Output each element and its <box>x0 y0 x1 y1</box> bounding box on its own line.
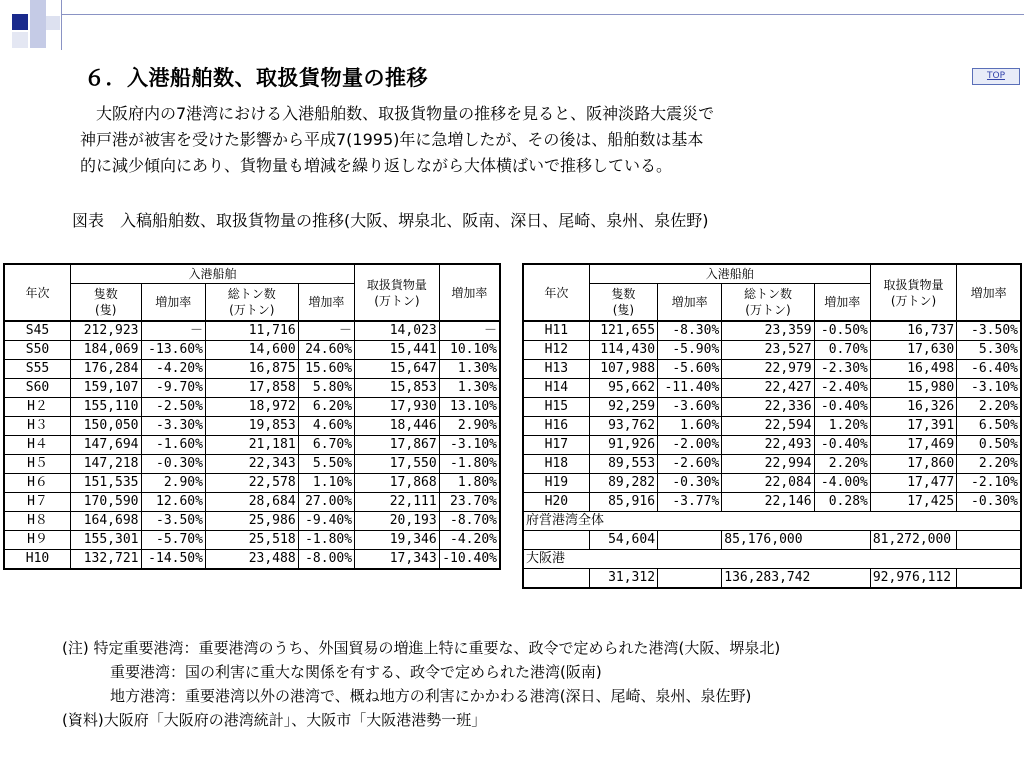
count-cell: 164,698 <box>70 512 141 531</box>
intro-paragraph <box>80 101 950 179</box>
count-rate-cell: -3.50% <box>141 512 205 531</box>
intro-line-1: 大阪府内の7港湾における入港船舶数、取扱貨物量の推移を見ると、阪神淡路大震災で <box>96 104 715 123</box>
tonnage-rate-header: 増加率 <box>814 284 870 322</box>
cargo-rate-cell: 6.50% <box>957 417 1021 436</box>
table-row <box>523 379 1021 398</box>
count-cell: 159,107 <box>70 379 141 398</box>
count-cell: 212,923 <box>70 321 141 341</box>
intro-line-2: 神戸港が被害を受けた影響から平成7(1995)年に急増したが、その後は、船舶数は基本 <box>80 130 704 149</box>
statistics-table-left <box>3 263 501 570</box>
count-cell: 155,301 <box>70 531 141 550</box>
tonnage-rate-cell: -4.00% <box>814 474 870 493</box>
blank-cell <box>957 569 1021 589</box>
count-cell: 121,655 <box>589 321 657 341</box>
header-rule <box>62 14 1024 15</box>
blank-cell <box>523 569 589 589</box>
note-line-2: 重要港湾：国の利害に重大な関係を有する、政令で定められた港湾(阪南) <box>110 663 602 681</box>
cargo-rate-cell: -0.30% <box>957 493 1021 512</box>
tonnage-rate-cell: － <box>298 321 354 341</box>
year-cell: H13 <box>523 360 589 379</box>
ships-group-header: 入港船舶 <box>70 264 354 284</box>
year-cell: H９ <box>4 531 70 550</box>
cargo-cell: 17,469 <box>870 436 956 455</box>
table-row <box>4 474 500 493</box>
count-rate-cell: -8.30% <box>658 321 722 341</box>
count-rate-cell: -3.60% <box>658 398 722 417</box>
year-cell: H10 <box>4 550 70 570</box>
tonnage-cell: 25,986 <box>205 512 298 531</box>
count-rate-cell: － <box>141 321 205 341</box>
tonnage-cell: 85,176,000 <box>722 531 871 550</box>
source-line: (資料)大阪府「大阪府の港湾統計」、大阪市「大阪港港勢一班」 <box>62 711 487 729</box>
year-cell: H７ <box>4 493 70 512</box>
count-rate-cell: -3.77% <box>658 493 722 512</box>
tonnage-rate-cell: 5.50% <box>298 455 354 474</box>
year-cell: H11 <box>523 321 589 341</box>
count-rate-cell: -5.90% <box>658 341 722 360</box>
tonnage-rate-cell: 4.60% <box>298 417 354 436</box>
tonnage-cell: 22,084 <box>722 474 814 493</box>
blank-cell <box>658 569 722 589</box>
year-header: 年次 <box>523 264 589 321</box>
cargo-rate-cell: 1.80% <box>439 474 500 493</box>
tonnage-cell: 22,578 <box>205 474 298 493</box>
year-cell: H５ <box>4 455 70 474</box>
tonnage-rate-cell: -2.40% <box>814 379 870 398</box>
cargo-cell: 20,193 <box>355 512 440 531</box>
year-cell: H12 <box>523 341 589 360</box>
cargo-rate-cell: 10.10% <box>439 341 500 360</box>
tonnage-cell: 22,146 <box>722 493 814 512</box>
count-rate-cell: -13.60% <box>141 341 205 360</box>
count-rate-cell: 2.90% <box>141 474 205 493</box>
count-rate-cell: -4.20% <box>141 360 205 379</box>
tonnage-rate-cell: 24.60% <box>298 341 354 360</box>
table-row <box>523 455 1021 474</box>
cargo-cell: 15,853 <box>355 379 440 398</box>
top-link-button[interactable]: TOP <box>972 68 1020 85</box>
table-row <box>523 493 1021 512</box>
count-cell: 95,662 <box>589 379 657 398</box>
table-row <box>4 550 500 570</box>
year-cell: H18 <box>523 455 589 474</box>
tonnage-rate-cell: 6.20% <box>298 398 354 417</box>
count-rate-cell: -1.60% <box>141 436 205 455</box>
intro-line-3: 的に減少傾向にあり、貨物量も増減を繰り返しながら大体横ばいで推移している。 <box>80 156 673 175</box>
tonnage-rate-cell: -0.40% <box>814 436 870 455</box>
tonnage-cell: 23,527 <box>722 341 814 360</box>
tonnage-rate-cell: 0.70% <box>814 341 870 360</box>
cargo-cell: 17,477 <box>870 474 956 493</box>
count-rate-cell: 12.60% <box>141 493 205 512</box>
cargo-cell: 81,272,000 <box>870 531 956 550</box>
year-cell: H２ <box>4 398 70 417</box>
year-header: 年次 <box>4 264 70 321</box>
cargo-cell: 17,391 <box>870 417 956 436</box>
tonnage-cell: 22,427 <box>722 379 814 398</box>
blank-cell <box>523 531 589 550</box>
count-cell: 132,721 <box>70 550 141 570</box>
table-row <box>4 379 500 398</box>
count-cell: 107,988 <box>589 360 657 379</box>
table-row <box>4 455 500 474</box>
count-rate-cell: -2.00% <box>658 436 722 455</box>
section-total-row <box>523 531 1021 550</box>
tonnage-rate-cell: -9.40% <box>298 512 354 531</box>
cargo-rate-header: 増加率 <box>957 264 1021 321</box>
section-label-row <box>523 512 1021 531</box>
cargo-rate-cell: -8.70% <box>439 512 500 531</box>
cargo-rate-cell: -3.10% <box>957 379 1021 398</box>
cargo-cell: 16,498 <box>870 360 956 379</box>
table-row <box>523 398 1021 417</box>
page-title: ６．入港船舶数、取扱貨物量の推移 <box>84 66 428 90</box>
cargo-rate-header: 増加率 <box>439 264 500 321</box>
cargo-rate-cell: 5.30% <box>957 341 1021 360</box>
count-cell: 93,762 <box>589 417 657 436</box>
note-line-1: (注) 特定重要港湾：重要港湾のうち、外国貿易の増進上特に重要な、政令で定められた港湾(大阪、堺泉北) <box>62 639 781 657</box>
year-cell: S55 <box>4 360 70 379</box>
cargo-rate-cell: 1.30% <box>439 360 500 379</box>
tonnage-cell: 21,181 <box>205 436 298 455</box>
tonnage-rate-cell: 15.60% <box>298 360 354 379</box>
year-cell: S45 <box>4 321 70 341</box>
tonnage-cell: 18,972 <box>205 398 298 417</box>
count-cell: 151,535 <box>70 474 141 493</box>
year-cell: H３ <box>4 417 70 436</box>
tonnage-rate-cell: -1.80% <box>298 531 354 550</box>
corner-decoration <box>0 0 60 60</box>
tonnage-cell: 22,493 <box>722 436 814 455</box>
count-rate-cell: -5.60% <box>658 360 722 379</box>
section-label: 府営港湾全体 <box>523 512 1021 531</box>
tonnage-rate-cell: -8.00% <box>298 550 354 570</box>
cargo-cell: 17,343 <box>355 550 440 570</box>
tonnage-cell: 22,594 <box>722 417 814 436</box>
count-cell: 91,926 <box>589 436 657 455</box>
section-total-row <box>523 569 1021 589</box>
cargo-cell: 14,023 <box>355 321 440 341</box>
table-row <box>523 321 1021 341</box>
table-row <box>523 474 1021 493</box>
statistics-table-right <box>522 263 1022 589</box>
count-rate-cell: -2.50% <box>141 398 205 417</box>
count-cell: 89,282 <box>589 474 657 493</box>
cargo-cell: 17,860 <box>870 455 956 474</box>
tonnage-cell: 22,336 <box>722 398 814 417</box>
cargo-rate-cell: -2.10% <box>957 474 1021 493</box>
cargo-cell: 17,550 <box>355 455 440 474</box>
tonnage-cell: 22,979 <box>722 360 814 379</box>
count-cell: 176,284 <box>70 360 141 379</box>
tonnage-cell: 11,716 <box>205 321 298 341</box>
section-label: 大阪港 <box>523 550 1021 569</box>
count-header: 隻数 (隻) <box>589 284 657 322</box>
table-row <box>523 341 1021 360</box>
cargo-cell: 16,737 <box>870 321 956 341</box>
cargo-cell: 19,346 <box>355 531 440 550</box>
count-rate-cell: 1.60% <box>658 417 722 436</box>
cargo-cell: 15,647 <box>355 360 440 379</box>
tonnage-rate-cell: -0.50% <box>814 321 870 341</box>
count-header: 隻数 (隻) <box>70 284 141 322</box>
tonnage-cell: 28,684 <box>205 493 298 512</box>
count-cell: 31,312 <box>589 569 657 589</box>
cargo-cell: 17,630 <box>870 341 956 360</box>
count-rate-header: 増加率 <box>658 284 722 322</box>
count-cell: 170,590 <box>70 493 141 512</box>
note-line-3: 地方港湾：重要港湾以外の港湾で、概ね地方の利害にかかわる港湾(深日、尾崎、泉州、泉佐野) <box>110 687 752 705</box>
tonnage-rate-cell: 5.80% <box>298 379 354 398</box>
tonnage-cell: 22,343 <box>205 455 298 474</box>
table-row <box>4 321 500 341</box>
count-rate-cell: -5.70% <box>141 531 205 550</box>
count-cell: 147,218 <box>70 455 141 474</box>
blank-cell <box>957 531 1021 550</box>
header-rule-vertical <box>61 0 62 50</box>
table-row <box>4 493 500 512</box>
count-rate-cell: -0.30% <box>658 474 722 493</box>
cargo-rate-cell: -10.40% <box>439 550 500 570</box>
section-label-row <box>523 550 1021 569</box>
year-cell: H16 <box>523 417 589 436</box>
tonnage-cell: 23,359 <box>722 321 814 341</box>
table-row <box>523 417 1021 436</box>
cargo-rate-cell: 23.70% <box>439 493 500 512</box>
year-cell: H14 <box>523 379 589 398</box>
cargo-cell: 15,980 <box>870 379 956 398</box>
tonnage-cell: 23,488 <box>205 550 298 570</box>
year-cell: H４ <box>4 436 70 455</box>
table-row <box>4 360 500 379</box>
cargo-header: 取扱貨物量 (万トン) <box>870 264 956 321</box>
count-cell: 155,110 <box>70 398 141 417</box>
cargo-rate-cell: -4.20% <box>439 531 500 550</box>
cargo-rate-cell: 2.20% <box>957 455 1021 474</box>
tonnage-rate-cell: -2.30% <box>814 360 870 379</box>
cargo-cell: 17,867 <box>355 436 440 455</box>
tonnage-rate-cell: 1.10% <box>298 474 354 493</box>
year-cell: H20 <box>523 493 589 512</box>
table-row <box>523 436 1021 455</box>
tonnage-rate-cell: 27.00% <box>298 493 354 512</box>
year-cell: H19 <box>523 474 589 493</box>
count-rate-cell: -9.70% <box>141 379 205 398</box>
table-row <box>4 531 500 550</box>
cargo-cell: 17,930 <box>355 398 440 417</box>
cargo-cell: 17,868 <box>355 474 440 493</box>
cargo-rate-cell: － <box>439 321 500 341</box>
cargo-cell: 92,976,112 <box>870 569 956 589</box>
year-cell: H６ <box>4 474 70 493</box>
cargo-header: 取扱貨物量 (万トン) <box>355 264 440 321</box>
cargo-rate-cell: -3.10% <box>439 436 500 455</box>
tonnage-rate-cell: 2.20% <box>814 455 870 474</box>
tonnage-rate-header: 増加率 <box>298 284 354 322</box>
cargo-rate-cell: -1.80% <box>439 455 500 474</box>
tonnage-cell: 17,858 <box>205 379 298 398</box>
year-cell: S50 <box>4 341 70 360</box>
cargo-rate-cell: 2.20% <box>957 398 1021 417</box>
count-cell: 92,259 <box>589 398 657 417</box>
tonnage-cell: 14,600 <box>205 341 298 360</box>
tonnage-rate-cell: -0.40% <box>814 398 870 417</box>
count-cell: 150,050 <box>70 417 141 436</box>
cargo-cell: 18,446 <box>355 417 440 436</box>
tonnage-cell: 25,518 <box>205 531 298 550</box>
count-rate-cell: -3.30% <box>141 417 205 436</box>
count-cell: 85,916 <box>589 493 657 512</box>
ships-group-header: 入港船舶 <box>589 264 870 284</box>
tonnage-rate-cell: 6.70% <box>298 436 354 455</box>
tonnage-cell: 19,853 <box>205 417 298 436</box>
count-rate-cell: -0.30% <box>141 455 205 474</box>
tonnage-cell: 136,283,742 <box>722 569 871 589</box>
tonnage-cell: 22,994 <box>722 455 814 474</box>
tonnage-cell: 16,875 <box>205 360 298 379</box>
count-rate-cell: -11.40% <box>658 379 722 398</box>
cargo-rate-cell: 13.10% <box>439 398 500 417</box>
tonnage-header: 総トン数 (万トン) <box>205 284 298 322</box>
year-cell: H８ <box>4 512 70 531</box>
table-row <box>4 341 500 360</box>
blank-cell <box>658 531 722 550</box>
count-rate-cell: -14.50% <box>141 550 205 570</box>
cargo-cell: 17,425 <box>870 493 956 512</box>
figure-caption: 図表 入稿船舶数、取扱貨物量の推移(大阪、堺泉北、阪南、深日、尾崎、泉州、泉佐野) <box>72 211 709 230</box>
table-row <box>4 417 500 436</box>
table-row <box>4 398 500 417</box>
count-cell: 184,069 <box>70 341 141 360</box>
count-rate-header: 増加率 <box>141 284 205 322</box>
cargo-rate-cell: 0.50% <box>957 436 1021 455</box>
cargo-rate-cell: -6.40% <box>957 360 1021 379</box>
cargo-rate-cell: -3.50% <box>957 321 1021 341</box>
count-cell: 114,430 <box>589 341 657 360</box>
cargo-cell: 15,441 <box>355 341 440 360</box>
footnotes <box>62 636 780 732</box>
tonnage-rate-cell: 1.20% <box>814 417 870 436</box>
tonnage-rate-cell: 0.28% <box>814 493 870 512</box>
table-row <box>4 436 500 455</box>
cargo-rate-cell: 1.30% <box>439 379 500 398</box>
cargo-cell: 22,111 <box>355 493 440 512</box>
table-row <box>523 360 1021 379</box>
cargo-rate-cell: 2.90% <box>439 417 500 436</box>
year-cell: H17 <box>523 436 589 455</box>
year-cell: S60 <box>4 379 70 398</box>
table-row <box>4 512 500 531</box>
count-rate-cell: -2.60% <box>658 455 722 474</box>
cargo-cell: 16,326 <box>870 398 956 417</box>
count-cell: 147,694 <box>70 436 141 455</box>
year-cell: H15 <box>523 398 589 417</box>
tonnage-header: 総トン数 (万トン) <box>722 284 814 322</box>
count-cell: 89,553 <box>589 455 657 474</box>
count-cell: 54,604 <box>589 531 657 550</box>
